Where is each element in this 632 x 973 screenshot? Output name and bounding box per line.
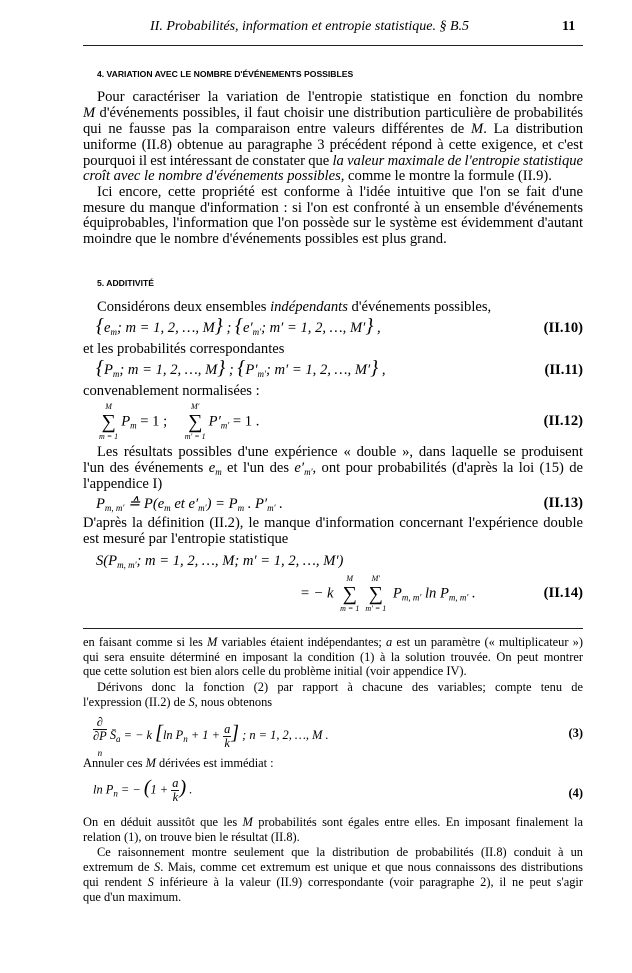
math-part: . P′ bbox=[244, 496, 268, 512]
math-part: . bbox=[275, 496, 283, 512]
s4-line: mesure du manque d'information : si l'on est confronté à un ensemble d'événements bbox=[83, 200, 583, 216]
math-part: M bbox=[242, 815, 253, 829]
text: qui ne fausse pas la comparaison entre valeurs différentes de bbox=[83, 121, 472, 137]
s4-line: moindre que le nombre d'événements possibles est plus grand. bbox=[83, 231, 447, 247]
math-part: e bbox=[208, 460, 216, 476]
math-part: l'un des événements bbox=[83, 460, 209, 476]
math-part: S(P bbox=[96, 553, 118, 569]
s5-line: D'après la définition (II.2), le manque d'information concernant l'expérience double bbox=[83, 515, 583, 531]
math-part: } bbox=[214, 315, 223, 337]
math-part: probabilités sont égales entre elles. En imposant finalement la bbox=[252, 815, 583, 829]
subscript: m bbox=[130, 420, 137, 431]
math-part: ln P bbox=[162, 727, 184, 742]
math-part: { bbox=[96, 357, 104, 379]
math-part: M bbox=[207, 635, 218, 649]
math-part: { bbox=[234, 315, 243, 337]
lower-line: Dérivons donc la fonction (2) par rapport à chacune des variables; compte tenu de bbox=[97, 680, 583, 694]
math-part: P′ bbox=[245, 362, 258, 378]
lower-line: qui sera ensuite déterminé en imposant la condition (1) à la solution trouvée. On peut montrer bbox=[83, 650, 583, 664]
subscript: n bbox=[97, 748, 103, 758]
s5-line: l'appendice I) bbox=[83, 476, 163, 492]
text: comme le montre la formule (II.9). bbox=[344, 168, 552, 184]
equation-number: (II.13) bbox=[543, 495, 583, 511]
equation-II-11 bbox=[96, 357, 386, 379]
subscript: m, m′ bbox=[104, 503, 125, 513]
s4-line: Ici encore, cette propriété est conforme à l'idée intuitive que l'on se fait d'une bbox=[97, 184, 583, 200]
math-part: , bbox=[373, 320, 381, 336]
math-part: Annuler ces bbox=[83, 756, 146, 770]
math-part: { bbox=[96, 315, 104, 337]
math-part: . bbox=[186, 782, 193, 797]
subscript: m bbox=[215, 467, 222, 477]
lower-line bbox=[83, 695, 583, 709]
equation-II-10 bbox=[96, 315, 381, 337]
math-part: ( bbox=[143, 776, 151, 799]
math-part: P bbox=[104, 362, 113, 378]
text-italic: la valeur maximale de l'entropie statistique bbox=[332, 153, 584, 169]
math-part: ln P bbox=[421, 585, 449, 602]
s4-line bbox=[83, 105, 583, 121]
math-part: On en déduit aussitôt que les bbox=[83, 815, 243, 829]
math-part: ; bbox=[225, 362, 238, 378]
math-part: dérivées est immédiat : bbox=[155, 756, 274, 770]
math-part: P bbox=[392, 585, 402, 602]
math-part: } bbox=[217, 357, 226, 379]
subscript: m, m′ bbox=[401, 592, 422, 603]
math-part: [ bbox=[155, 721, 163, 744]
math-part: k bbox=[224, 735, 230, 750]
math-part: S bbox=[147, 875, 154, 889]
math-part: ; bbox=[222, 320, 235, 336]
lower-line bbox=[83, 635, 583, 649]
math-part: { bbox=[237, 357, 246, 379]
math-part: extremum de bbox=[83, 860, 155, 874]
header-rule bbox=[83, 45, 583, 46]
equation-number: (II.11) bbox=[544, 362, 583, 378]
math-part: M bbox=[105, 402, 112, 411]
s4-line: Pour caractériser la variation de l'entropie statistique en fonction du nombre bbox=[97, 89, 583, 105]
math-part: S bbox=[188, 695, 195, 709]
equation-number: (3) bbox=[568, 726, 583, 740]
equation-number: (II.10) bbox=[543, 320, 583, 336]
math-part bbox=[99, 402, 118, 442]
lower-line: que d'un maximum. bbox=[83, 890, 182, 904]
text: d'événements possibles, il faut choisir une distribution particulière de probabilités bbox=[95, 105, 583, 121]
math-part: en faisant comme si les bbox=[83, 635, 207, 649]
math-part: , bbox=[378, 362, 386, 378]
math-part: P bbox=[121, 413, 131, 430]
lower-line bbox=[83, 815, 583, 829]
math-part: P′ bbox=[208, 413, 221, 430]
math-part: = − bbox=[117, 782, 144, 797]
text: d'événements possibles, bbox=[347, 299, 492, 315]
math-part: ≙ P(e bbox=[124, 496, 165, 512]
subscript: m′ bbox=[257, 369, 266, 379]
math-part: e′ bbox=[242, 320, 253, 336]
math-part: et l'un des bbox=[221, 460, 295, 476]
equation-4 bbox=[93, 777, 192, 804]
math-part: inférieure à la valeur (II.9) correspondante (voir paragraphe 2), il ne peut s'agir bbox=[153, 875, 583, 889]
math-part: P bbox=[96, 496, 105, 512]
text-italic: croît avec le nombre d'événements possibles, bbox=[83, 168, 345, 184]
page-number: 11 bbox=[562, 19, 576, 34]
subscript: n bbox=[113, 788, 118, 799]
lower-line: que cette solution est bien alors celle du problème initial (voir appendice IV). bbox=[83, 664, 467, 678]
math-part: ] bbox=[231, 721, 240, 744]
math-part: variables étaient indépendantes; bbox=[217, 635, 387, 649]
s4-line bbox=[83, 121, 583, 137]
math-part: , nous obtenons bbox=[194, 695, 273, 709]
math-part: M bbox=[145, 756, 156, 770]
math-part: a bbox=[386, 635, 393, 649]
math-part: m′ = 1 bbox=[184, 432, 206, 441]
math-part: m = 1 bbox=[99, 432, 119, 441]
subscript: m bbox=[164, 503, 171, 513]
equation-number: (II.12) bbox=[543, 413, 583, 429]
math-part: ∑ bbox=[188, 411, 203, 433]
lower-line: Ce raisonnement montre seulement que la distribution de probabilités (II.8) conduit à un bbox=[97, 845, 583, 859]
math-part: ; m = 1, 2, …, M bbox=[119, 362, 218, 378]
section-4-heading: 4. VARIATION AVEC LE NOMBRE D'ÉVÉNEMENTS POSSIBLES bbox=[97, 69, 354, 79]
math-part: = 1 . bbox=[229, 413, 260, 430]
math-part: ∂ bbox=[93, 716, 107, 730]
running-header-title: II. Probabilités, information et entropie statistique. § B.5 bbox=[150, 19, 469, 34]
math-part bbox=[185, 402, 206, 442]
math-part: e′ bbox=[294, 460, 305, 476]
math-part: = 1 ; bbox=[136, 413, 168, 430]
lower-line bbox=[83, 875, 583, 889]
equation-number: (II.14) bbox=[543, 585, 583, 601]
math-part: m = 1 bbox=[340, 604, 360, 613]
equation-II-14-rhs bbox=[300, 574, 476, 614]
subscript: m′ bbox=[220, 420, 230, 431]
subscript: m, m′ bbox=[117, 560, 137, 570]
text: pourquoi il est intéressant de constater que bbox=[83, 153, 333, 169]
subscript: m, m′ bbox=[448, 592, 469, 603]
math-part: ) bbox=[179, 776, 187, 799]
subscript: n bbox=[183, 733, 188, 744]
s4-line bbox=[83, 153, 583, 169]
s5-line: Les résultats possibles d'une expérience « double », dans laquelle se produisent bbox=[97, 444, 583, 460]
math-part: 1 + bbox=[150, 782, 172, 797]
math-part: ) = P bbox=[206, 496, 238, 512]
math-part: + 1 + bbox=[187, 727, 224, 742]
s5-line: et les probabilités correspondantes bbox=[83, 341, 285, 357]
math-part: S bbox=[154, 860, 161, 874]
math-part bbox=[340, 574, 359, 614]
lower-line bbox=[83, 756, 583, 770]
math-part: qui rendent bbox=[83, 875, 148, 889]
math-part: ∑ bbox=[368, 583, 383, 605]
math-part: ln P bbox=[93, 782, 114, 797]
math-part: est un paramètre (« multiplicateur ») bbox=[392, 635, 583, 649]
subscript: m′ bbox=[304, 467, 313, 477]
equation-number: (4) bbox=[568, 786, 583, 800]
lower-line: relation (1), on trouve bien le résultat (II.8). bbox=[83, 830, 300, 844]
section-5-heading: 5. ADDITIVITÉ bbox=[97, 278, 154, 288]
s5-line: convenablement normalisées : bbox=[83, 383, 260, 399]
math-part: e bbox=[104, 320, 111, 336]
math-part: l'expression (II.2) de bbox=[83, 695, 189, 709]
math-part: m′ = 1 bbox=[365, 604, 387, 613]
math-part: ; m′ = 1, 2, …, M′ bbox=[265, 362, 371, 378]
text: Considérons deux ensembles bbox=[97, 299, 271, 315]
math-part: . bbox=[468, 585, 476, 602]
text-italic: indépendants bbox=[270, 299, 348, 315]
math-part bbox=[365, 574, 386, 614]
math-part: a bbox=[172, 776, 179, 790]
math-part: a bbox=[224, 721, 231, 736]
math-part: ; m = 1, 2, …, M bbox=[116, 320, 215, 336]
s5-line bbox=[97, 299, 583, 315]
math-part: } bbox=[370, 357, 379, 379]
subscript: m′ bbox=[198, 503, 207, 513]
text: . La distribution bbox=[483, 121, 583, 137]
math-part: } bbox=[365, 315, 374, 337]
equation-II-14-lhs bbox=[96, 553, 343, 570]
footnote-rule bbox=[83, 628, 583, 629]
subscript: m bbox=[110, 327, 117, 337]
math-part: = − k bbox=[120, 727, 156, 742]
math-part: ∑ bbox=[342, 583, 357, 605]
subscript: a bbox=[116, 733, 121, 744]
math-part: k bbox=[172, 790, 179, 804]
math-part: M′ bbox=[371, 574, 380, 583]
s4-line: équiprobables, l'information que l'on possède sur le système est évidemment d'autant bbox=[83, 215, 583, 231]
equation-II-12 bbox=[96, 402, 259, 442]
equation-3 bbox=[93, 716, 329, 756]
math-part: S̄ bbox=[109, 727, 117, 742]
math-part: . Mais, comme cet extremum est unique et que nous connaissons des distributions bbox=[160, 860, 584, 874]
subscript: m bbox=[237, 503, 245, 513]
math-part: , ont pour probabilités (d'après la loi (15) de bbox=[312, 460, 583, 476]
subscript: m bbox=[112, 369, 120, 379]
math-part: et e′ bbox=[170, 496, 199, 512]
lower-line bbox=[83, 860, 583, 874]
s5-line: est mesuré par l'entropie statistique bbox=[83, 531, 289, 547]
math-part: ; n = 1, 2, …, M . bbox=[239, 727, 329, 742]
math-part bbox=[93, 716, 107, 756]
math-part: M bbox=[346, 574, 354, 583]
math-part: ; m′ = 1, 2, …, M′ bbox=[261, 320, 366, 336]
math-part: ; m = 1, 2, …, M; m′ = 1, 2, …, M′) bbox=[136, 553, 344, 569]
subscript: m′ bbox=[252, 327, 262, 337]
equation-II-13 bbox=[96, 495, 283, 513]
s4-line: uniforme (II.8) obtenue au paragraphe 3 précédent répond à cette exigence, et c'est bbox=[83, 137, 583, 153]
math-part bbox=[93, 730, 107, 756]
s4-line bbox=[83, 168, 583, 184]
math-part: ∑ bbox=[101, 411, 116, 433]
subscript: m′ bbox=[267, 503, 276, 513]
math-part: = − k bbox=[300, 585, 334, 602]
math-part: M′ bbox=[190, 402, 200, 411]
s5-line bbox=[83, 460, 583, 476]
text-italic: M bbox=[471, 121, 484, 137]
text-italic: M bbox=[83, 105, 96, 121]
math-part: ∂P bbox=[93, 729, 107, 743]
